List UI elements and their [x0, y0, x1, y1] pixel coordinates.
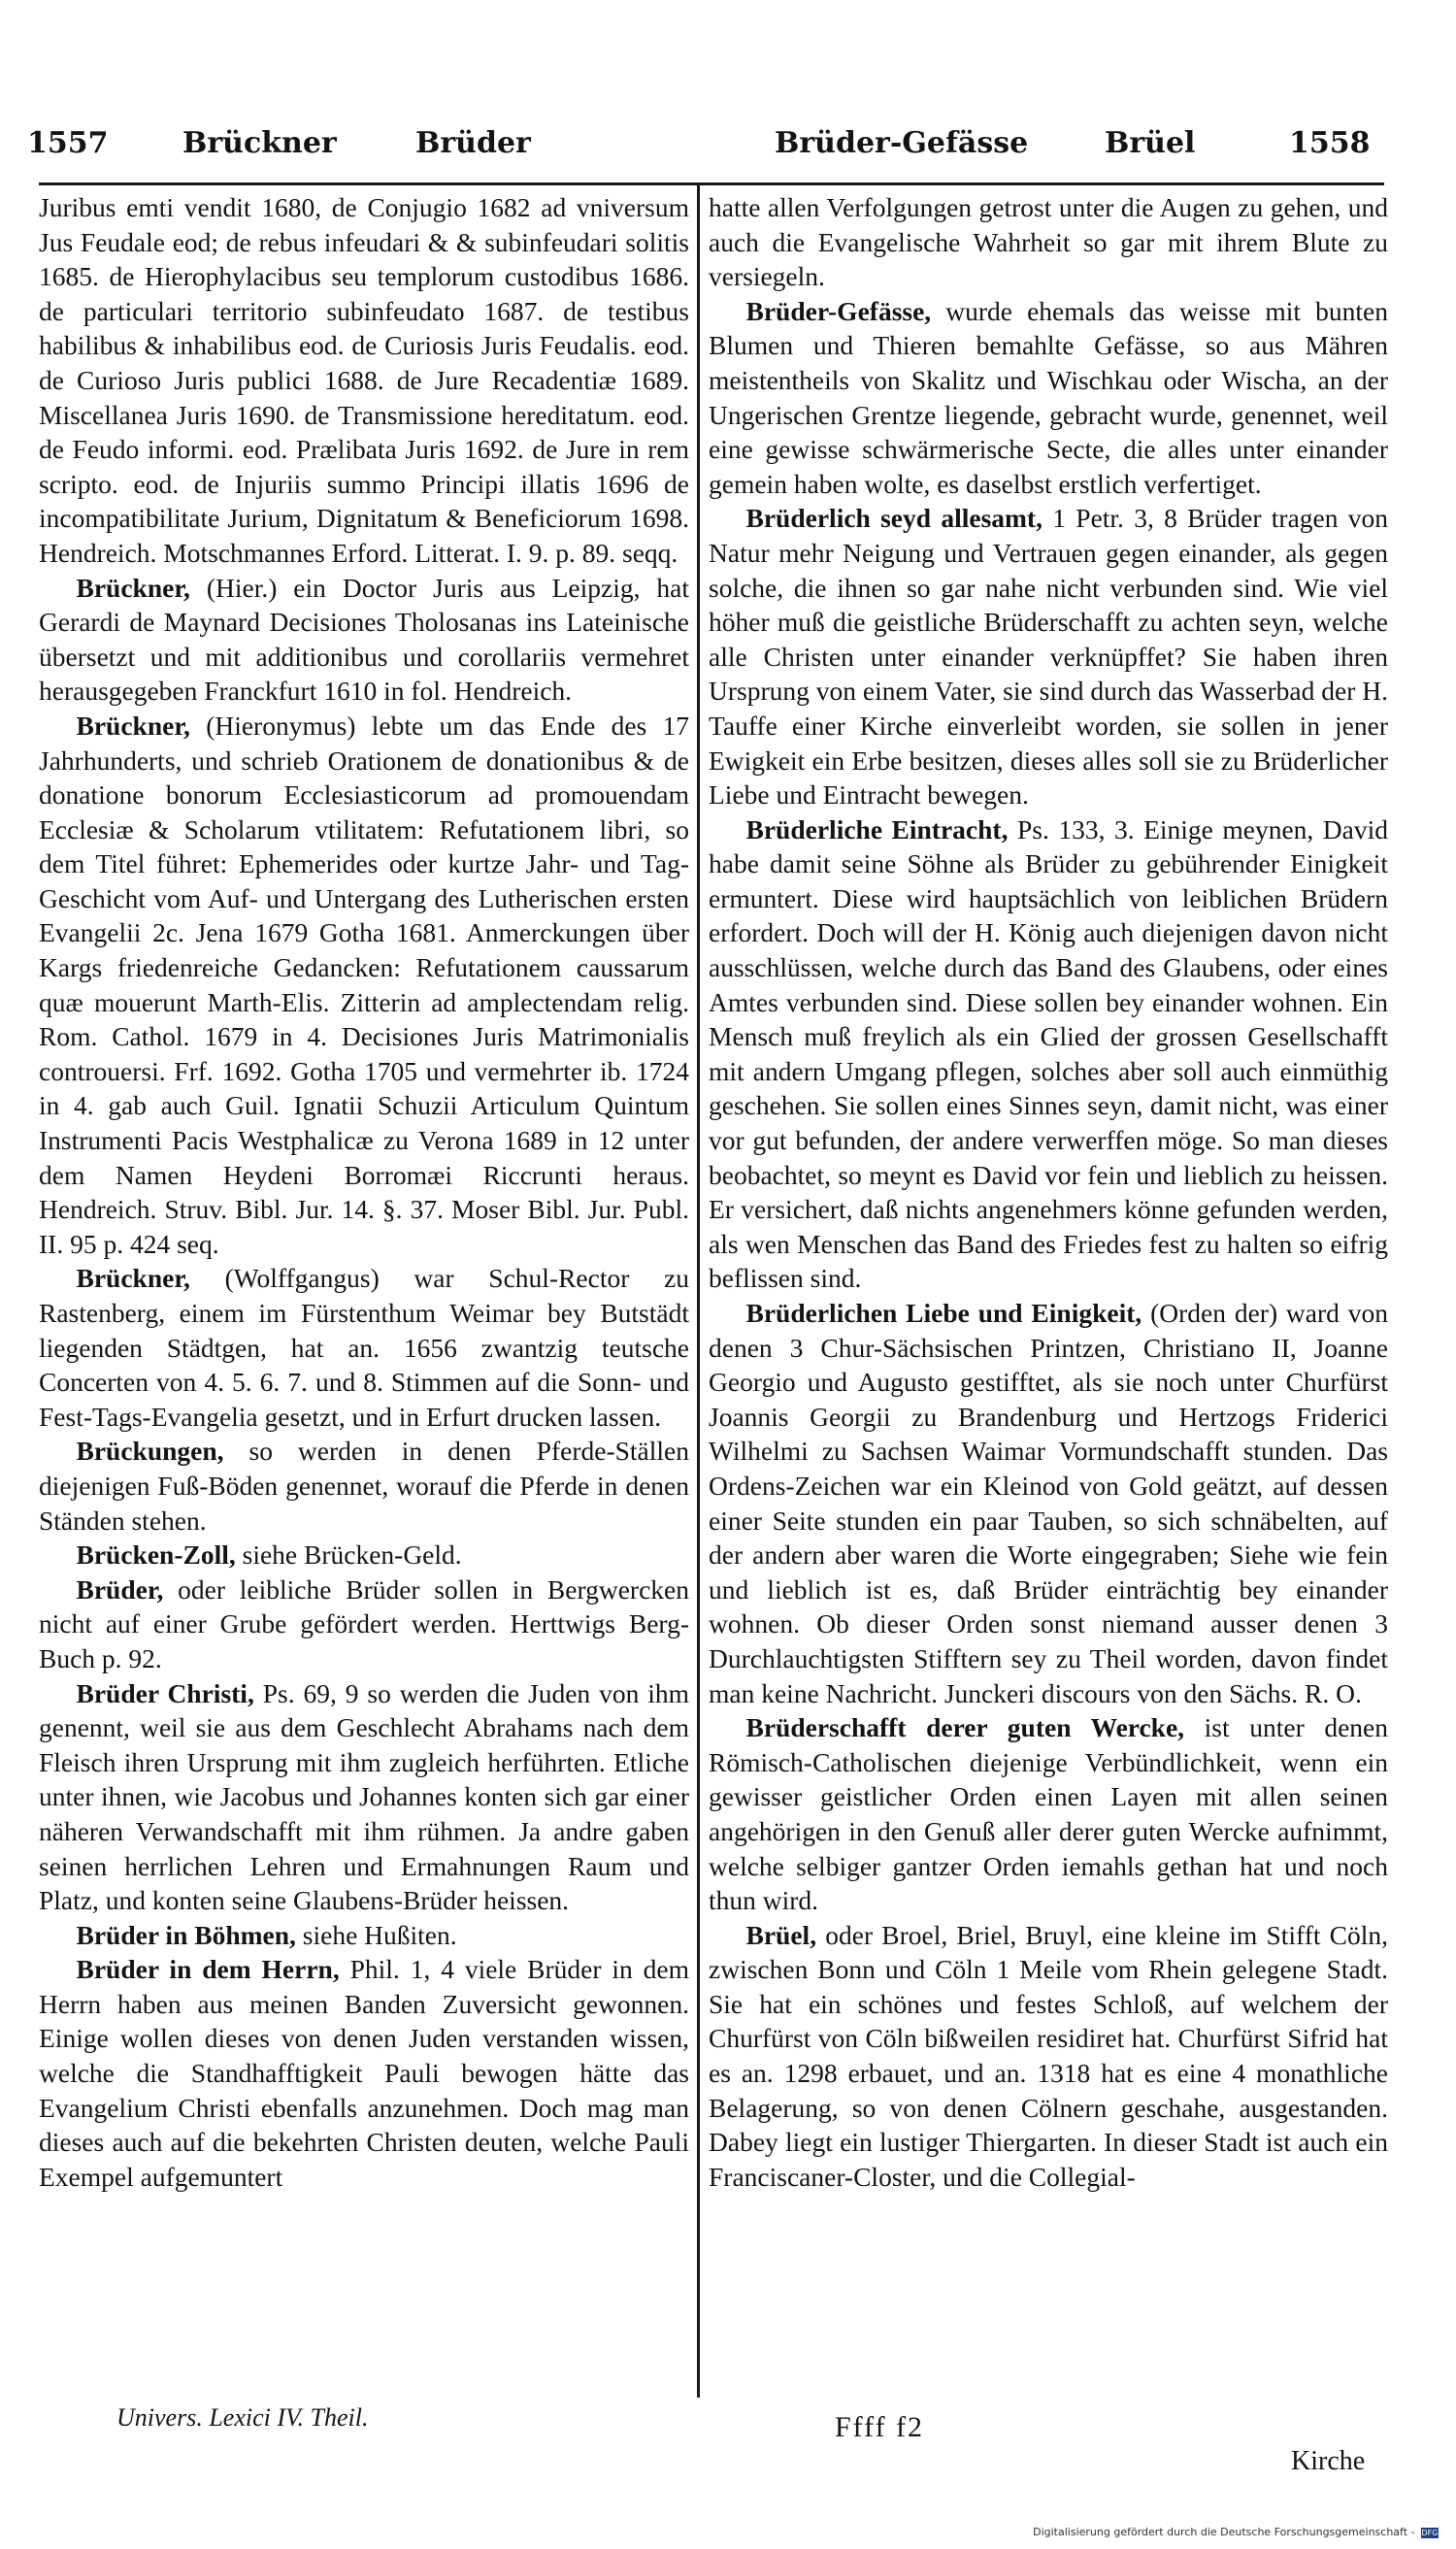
entry-headword: Brüder in dem Herrn, — [76, 1954, 340, 1985]
lexicon-entry — [39, 709, 689, 1262]
guide-word-3: Brüder-Gefässe — [775, 126, 1029, 160]
entry-headword: Brücken-Zoll, — [76, 1539, 236, 1571]
entry-text: Juribus emti vendit 1680, de Conjugio 1682 ad vniversum Jus Feudale eod; de rebus infeudari & & subinfeudari solitis 1685. de Hierophylacibus seu templorum custodibus 1686. de particulari territorio subinfeudato 1687. de testibus habilibus & inhabilibus eod. de Curiosis Juris Feudalis. eod. de Curioso Juris publici 1688. de Jure Recadentiæ 1689. Miscellanea Juris 1690. de Transmissione hereditatum. eod. de Feudo informi. eod. Prælibata Juris 1692. de Jure in rem scripto. eod. de Injuriis summo Principi illatis 1696 de incompatibilitate Jurium, Dignitatum & Beneficiorum 1698. Hendreich. Motschmannes Erford. Litterat. I. 9. p. 89. seqq. — [39, 192, 689, 568]
header-rule — [39, 182, 1384, 185]
dfg-logo-icon: DFG — [1421, 2528, 1439, 2537]
lexicon-entry — [39, 1538, 689, 1572]
lexicon-entry — [39, 1918, 689, 1953]
entry-text: (Hier.) ein Doctor Juris aus Leipzig, hat Gerardi de Maynard Decisiones Tholosanas ins Lateinische übersetzt und mit additionibus und corollariis vermehret herausgegeben Franckfurt 1610 in fol. Hendreich. — [39, 572, 689, 707]
lexicon-entry — [39, 190, 689, 571]
right-column — [709, 190, 1388, 2481]
lexicon-entry — [709, 1918, 1388, 2195]
entry-text: siehe Brücken-Geld. — [242, 1539, 462, 1571]
entry-headword: Brüder Christi, — [76, 1677, 254, 1708]
entry-text: ist unter denen Römisch-Catholischen diejenige Verbündlichkeit, wenn ein gewisser geistlicher Orden einen Layen mit allen seinen angehörigen in den Genuß aller derer guten Wercke aufnimmt, welche selbiger gantzer Orden iemahls gethan hat und noch thun wird. — [709, 1712, 1388, 1916]
entry-headword: Brückner, — [76, 710, 190, 741]
page-number-right: 1558 — [1289, 126, 1371, 160]
footer-volume: Univers. Lexici IV. Theil. — [116, 2403, 369, 2432]
guide-word-4: Brüel — [1105, 126, 1196, 160]
entry-text: 1 Petr. 3, 8 Brüder tragen von Natur mehr Neigung und Vertrauen gegen einander, als gegen solche, die ihnen so gar nahe nicht verbunden sind. Wie viel höher muß die geistliche Brüderschafft zu achten seyn, welche alle Christen unter einander verknüpffet? Sie haben ihren Ursprung von einem Vater, sie sind durch das Wasserbad der H. Tauffe einer Kirche einverleibt worden, sie sollen in jener Ewigkeit ein Erbe besitzen, dieses alles soll sie zu Brüderlicher Liebe und Eintracht bewegen. — [709, 503, 1388, 811]
guide-word-2: Brüder — [415, 126, 531, 160]
lexicon-entry — [709, 812, 1388, 1296]
credit-text: Digitalisierung gefördert durch die Deutsche Forschungsgemeinschaft - — [1033, 2526, 1415, 2538]
entry-text: oder Broel, Briel, Bruyl, eine kleine im Stifft Cöln, zwischen Bonn und Cöln 1 Meile vom Rhein gelegene Stadt. Sie hat ein schönes und festes Schloß, auf welchem der Churfürst von Cöln bißweilen residiret hat. Churfürst Sifrid hat es an. 1298 erbauet, und an. 1318 hat es eine 4 monathliche Belagerung, so von denen Cölnern geschahe, ausgestanden. Dabey liegt ein lustiger Thiergarten. In dieser Stadt ist auch ein Franciscaner-Closter, und die Collegial- — [709, 1919, 1388, 2192]
column-divider — [697, 184, 700, 2398]
entry-headword: Brüder, — [76, 1573, 164, 1605]
entry-text: Ps. 69, 9 so werden die Juden von ihm genennt, weil sie aus dem Geschlecht Abrahams nach dem Fleisch ihren Ursprung mit ihm zugleich herführten. Etliche unter ihnen, wie Jacobus und Johannes konten sich gar einer näheren Verwandschafft mit ihm rühmen. Ja andre gaben seinen herrlichen Lehren und Ermahnungen Raum und Platz, und konten seine Glaubens-Brüder heissen. — [39, 1677, 689, 1916]
entry-text: (Orden der) ward von denen 3 Chur-Sächsischen Printzen, Christiano II, Joanne Georgio und Augusto gestifftet, als sie noch unter Churfürst Joannis Georgii zu Brandenburg und Hertzogs Friderici Wilhelmi zu Sachsen Waimar Vormundschafft stunden. Das Ordens-Zeichen war ein Kleinod von Gold geätzt, auf dessen einer Seite stunden ein paar Tauben, so sich schnäbelten, auf der andern aber waren die Worte eingegraben; Siehe wie fein und lieblich ist es, daß Brüder einträchtig bey einander wohnen. Ob dieser Orden sonst niemand ausser denen 3 Durchlauchtigsten Stifftern sey zu Theil worden, davon findet man keine Nachricht. Junckeri discours von den Sächs. R. O. — [709, 1298, 1388, 1708]
entry-headword: Brüderlich seyd allesamt, — [745, 503, 1042, 534]
entry-headword: Brüderliche Eintracht, — [745, 813, 1009, 844]
lexicon-entry — [39, 571, 689, 709]
lexicon-entry — [39, 1261, 689, 1434]
entry-text: siehe Hußiten. — [302, 1919, 457, 1950]
entry-headword: Brüel, — [745, 1919, 817, 1950]
guide-word-1: Brückner — [182, 126, 337, 160]
footer-catchword: Kirche — [1291, 2446, 1366, 2476]
entry-text: oder leibliche Brüder sollen in Bergwercken nicht auf einer Grube gefördert werden. Herttwigs Berg-Buch p. 92. — [39, 1573, 689, 1673]
entry-headword: Brüder in Böhmen, — [76, 1919, 296, 1950]
entry-text: (Wolffgangus) war Schul-Rector zu Rastenberg, einem im Fürstenthum Weimar bey Butstädt liegenden Städtgen, hat an. 1656 zwantzig teutsche Concerten von 4. 5. 6. 7. und 8. Stimmen auf die Sonn- und Fest-Tags-Evangelia gesetzt, und in Erfurt drucken lassen. — [39, 1263, 689, 1432]
entry-text: so werden in denen Pferde-Ställen diejenigen Fuß-Böden genennet, worauf die Pferde in denen Ständen stehen. — [39, 1436, 689, 1536]
entry-headword: Brückungen, — [76, 1436, 224, 1467]
page-number-left: 1557 — [27, 126, 109, 160]
entry-headword: Brückner, — [76, 572, 190, 603]
lexicon-entry — [709, 1296, 1388, 1710]
entry-text: wurde ehemals das weisse mit bunten Blumen und Thieren bemahlte Gefässe, so aus Mähren meistentheils von Skalitz und Wischkau oder Wischa, an der Ungerischen Grentze liegende, gebracht wurde, genennet, weil eine gewisse schwärmerische Secte, die alles unter einander gemein haben wolte, es daselbst erstlich verfertiget. — [709, 295, 1388, 499]
lexicon-entry — [709, 501, 1388, 811]
running-header — [27, 116, 1388, 177]
entry-text: Phil. 1, 4 viele Brüder in dem Herrn haben aus meinen Banden Zuversicht gewonnen. Einige wollen dieses von denen Juden verstanden wissen, welche die Standhafftigkeit Pauli bewogen hätte das Evangelium Christi ebenfalls anzunehmen. Doch mag man dieses auch auf die bekehrten Christen deuten, welche Pauli Exempel aufgemuntert — [39, 1954, 689, 2192]
entry-headword: Brückner, — [76, 1263, 190, 1294]
lexicon-entry — [39, 1572, 689, 1676]
entry-headword: Brüderschafft derer guten Wercke, — [745, 1712, 1185, 1743]
lexicon-entry — [709, 294, 1388, 502]
lexicon-entry — [39, 1952, 689, 2194]
footer-signature: Ffff f2 — [835, 2411, 925, 2443]
lexicon-entry — [709, 190, 1388, 294]
digitization-credit — [1033, 2526, 1439, 2538]
entry-headword: Brüderlichen Liebe und Einigkeit, — [745, 1298, 1142, 1328]
left-column — [39, 190, 689, 2481]
entry-text: (Hieronymus) lebte um das Ende des 17 Jahrhunderts, und schrieb Orationem de donationibus & de donatione bonorum Ecclesiasticorum ad promouendam Ecclesiæ & Scholarum vtilitatem: Refutationem libri, so dem Titel führet: Ephemerides oder kurtze Jahr- und Tag-Geschicht vom Auf- und Untergang des Lutherischen ersten Evangelii 2c. Jena 1679 Gotha 1681. Anmerckungen über Kargs friedenreiche Gedancken: Refutationem caussarum quæ mouerunt Marth-Elis. Zitterin ad amplectendam relig. Rom. Cathol. 1679 in 4. Decisiones Juris Matrimonialis controuersi. Frf. 1692. Gotha 1705 und vermehrter ib. 1724 in 4. gab auch Guil. Ignatii Schuzii Articulum Quintum Instrumenti Pacis Westphalicæ zu Verona 1689 in 12 unter dem Namen Heydeni Borromæi Riccrunti heraus. Hendreich. Struv. Bibl. Jur. 14. §. 37. Moser Bibl. Jur. Publ. II. 95 p. 424 seq. — [39, 710, 689, 1259]
entry-headword: Brüder-Gefässe, — [745, 295, 932, 326]
lexicon-entry — [39, 1434, 689, 1538]
entry-text: hatte allen Verfolgungen getrost unter die Augen zu gehen, und auch die Evangelische Wahrheit so gar mit ihrem Blute zu versiegeln. — [709, 192, 1388, 292]
lexicon-entry — [39, 1676, 689, 1918]
lexicon-entry — [709, 1710, 1388, 1918]
entry-text: Ps. 133, 3. Einige meynen, David habe damit seine Söhne als Brüder zu gebührender Einigkeit ermuntert. Diese wird hauptsächlich von leiblichen Brüdern erfordert. Doch will der H. König auch diejenigen davon nicht ausschlüssen, welche durch das Band des Glaubens, oder eines Amtes verbunden sind. Diese sollen bey einander wohnen. Ein Mensch muß freylich als ein Glied der grossen Gesellschafft mit andern Umgang pflegen, solches aber soll auch einmüthig geschehen. Sie sollen eines Sinnes seyn, damit nicht, was einer vor gut befunden, der andere verwerffen möge. So man dieses beobachtet, so meynt es David vor fein und lieblich zu heissen. Er versichert, daß nichts angenehmers könne gefunden werden, als wen Menschen das Band des Friedes fest zu halten so eifrig beflissen sind. — [709, 813, 1388, 1294]
